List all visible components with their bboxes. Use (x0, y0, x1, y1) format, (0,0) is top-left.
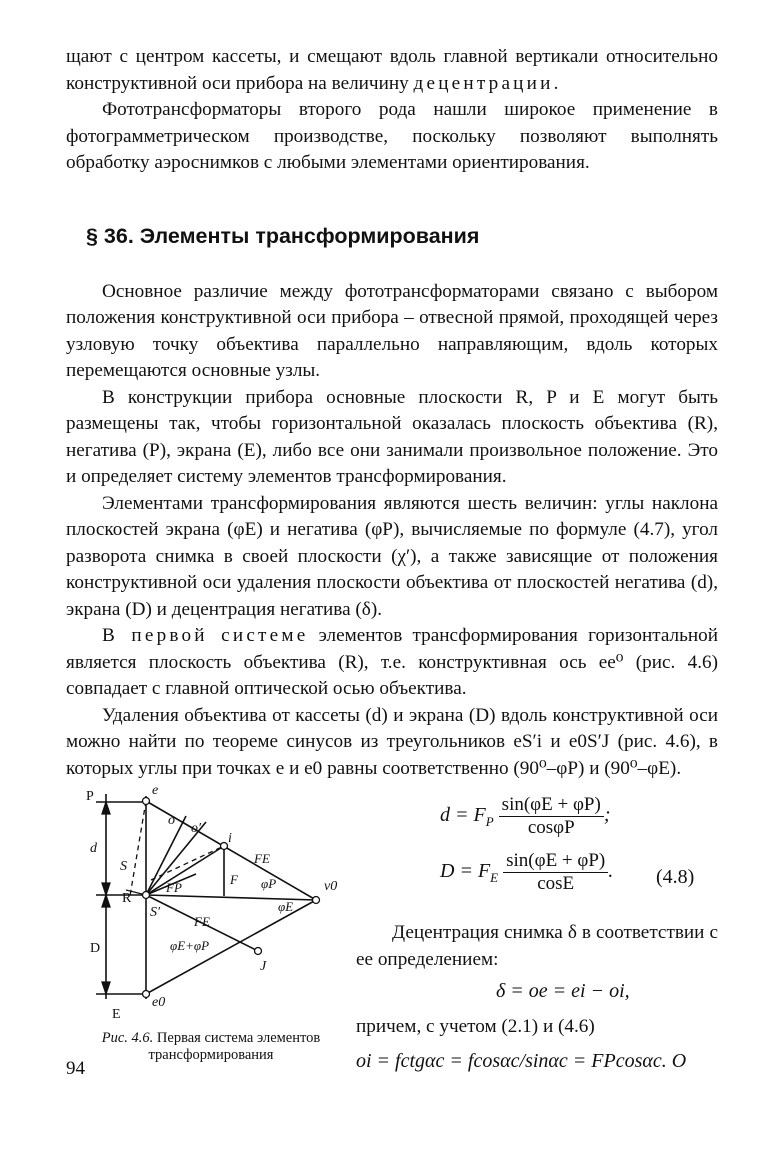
label-J: J (260, 959, 267, 974)
label-phiE: φE (278, 899, 294, 914)
paragraph: Удаления объектива от кассеты (d) и экрана (D) вдоль конструктивной оси можно найти по теореме синусов из треугольников eS′i и e0S′J (рис. 4.6), в которых углы при точках e и e0 равны соответственно (90⁰–φP) и (90⁰–φE). (66, 704, 718, 779)
spaced-term: децентрации. (413, 72, 562, 94)
formula-d: $d = F_P$ $\frac{\sin(\varphi E + \varphi P)}{\cos\varphi P}$ ; (440, 794, 611, 838)
label-d: d (90, 841, 97, 856)
label-o-prime: o′ (191, 821, 202, 836)
figure-caption: Рис. 4.6. Первая система элементов трансформирования (101, 1030, 321, 1063)
label-phiE-phiP: φE+φP (170, 938, 210, 953)
paragraph: Элементами трансформирования являются шесть величин: углы наклона плоскостей экрана (φE) и негатива (φP), вычисляемые по формуле (4.7), угол разворота снимка в своей плоскости (χ′), а также зависящие от положения конструктивной оси удаления плоскости объектива от плоскостей негатива (d), экрана (D) и децентрация негатива (δ). (66, 492, 718, 620)
diagram (66, 784, 356, 1024)
formula-oi: oi = fctgαc = fcosαc/sinαc = FPcosαc. O (356, 1050, 687, 1072)
page-body (66, 44, 718, 1164)
label-D: D (90, 941, 101, 956)
label-phiP: φP (261, 876, 277, 891)
label-P: P (86, 789, 94, 804)
label-e: e (152, 784, 159, 798)
formula-delta: δ = oe = ei − oi, (496, 980, 630, 1002)
label-S-prime: S′ (150, 905, 161, 920)
label-E: E (112, 1007, 121, 1022)
spaced-term: В первой системе (102, 625, 309, 646)
paragraph: причем, с учетом (2.1) и (4.6) (356, 1016, 595, 1037)
figure-and-formulas (66, 784, 718, 1164)
paragraph: В первой системе элементов трансформирования горизонтальной является плоскость объектива (R), т.е. конструктивная ось ee⁰ (рис. 4.6) совпадает с главной оптической осью объектива. (66, 625, 719, 699)
label-o: o (168, 813, 175, 828)
label-FP: FP (166, 880, 182, 895)
paragraph: В конструкции прибора основные плоскости R, P и E могут быть размещены так, чтобы горизонтальной оказалась плоскость объектива (R), негатива (P), экрана (E), либо все они занимали произвольное положение. Это и определяет систему элементов трансформирования. (66, 386, 718, 487)
formula-D: $D = F_E$ $\frac{\sin(\varphi E + \varphi P)}{\cos E}$ . (440, 850, 614, 894)
label-i: i (228, 831, 232, 846)
section-title: § 36. Элементы трансформирования (86, 223, 480, 248)
equation-number: (4.8) (656, 866, 695, 888)
label-e0: e0 (152, 995, 166, 1010)
paragraph: щают с центром кассеты, и смещают вдоль главной вертикали относительно конструктивной оси прибора на величину децентрации. (66, 46, 718, 94)
label-S: S (120, 859, 127, 874)
diagram-labels (86, 784, 337, 1022)
label-FE-top: FE (254, 851, 270, 866)
label-F: F (230, 872, 238, 887)
label-v0: v0 (324, 879, 338, 894)
label-FE-bottom: FE (194, 914, 210, 929)
paragraph: Децентрация снимка δ в соответствии с ее определением: (356, 922, 718, 970)
figure-4-6 (66, 784, 356, 1064)
paragraph: Фототрансформаторы второго рода нашли широкое применение в фотограмметрическом производстве, поскольку позволяют выполнять обработку аэроснимков с любыми элементами ориентирования. (66, 99, 718, 173)
page-number: 94 (66, 1058, 85, 1079)
paragraph: Основное различие между фототрансформаторами связано с выбором положения конструктивной оси прибора – отвесной прямой, проходящей через узловую точку объектива параллельно направляющим, вдоль которых перемещаются основные узлы. (66, 280, 718, 381)
label-R: R (122, 891, 132, 906)
